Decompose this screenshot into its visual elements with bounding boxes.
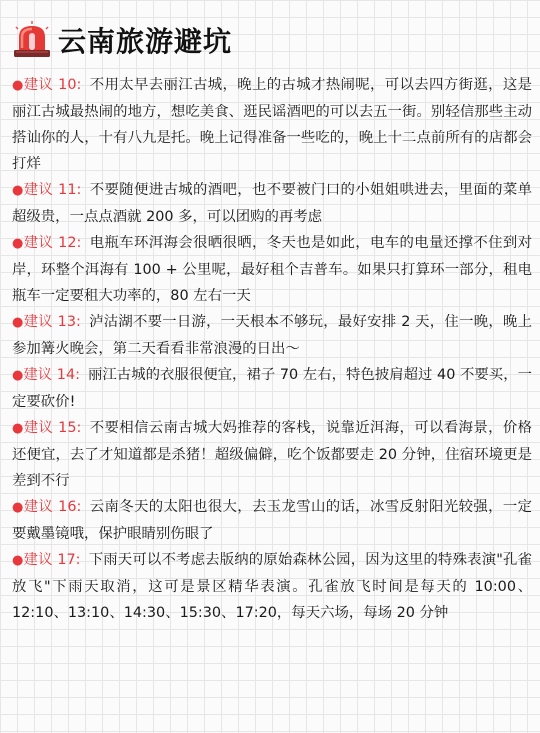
page-header bbox=[10, 20, 232, 60]
tips-list bbox=[12, 72, 532, 626]
tip-text: 不要随便进古城的酒吧，也不要被门口的小姐姐哄进去，里面的菜单超级贵，一点点酒就 200 多，可以团购的再考虑 bbox=[12, 182, 532, 225]
tip-text: 下雨天可以不考虑去版纳的原始森林公园，因为这里的特殊表演"孔雀放飞"下雨天取消，这可是景区精华表演。孔雀放飞时间是每天的 10:00、12:10、13:10、14:30、15:30、17:20，每天六场，每场 20 分钟 bbox=[12, 552, 532, 621]
tip-item bbox=[12, 230, 532, 309]
tip-label: 建议 17: bbox=[23, 552, 81, 568]
tip-bullet bbox=[12, 367, 80, 383]
tip-label: 建议 14: bbox=[23, 367, 80, 383]
tip-label: 建议 12: bbox=[23, 235, 82, 251]
tip-label: 建议 10: bbox=[23, 77, 82, 93]
tip-bullet bbox=[12, 420, 81, 436]
tip-text: 不用太早去丽江古城，晚上的古城才热闹呢，可以去四方街逛，这是丽江古城最热闹的地方，想吃美食、逛民谣酒吧的可以去五一街。别轻信那些主动搭讪你的人，十有八九是托。晚上记得准备一些吃的，晚上十二点前所有的店都会打烊 bbox=[12, 77, 532, 172]
red-dot-icon: ● bbox=[12, 236, 24, 251]
tip-bullet bbox=[12, 499, 81, 515]
siren-icon bbox=[10, 21, 54, 59]
tip-bullet bbox=[12, 314, 81, 330]
red-dot-icon: ● bbox=[12, 78, 24, 93]
red-dot-icon: ● bbox=[12, 500, 24, 515]
page-title: 云南旅游避坑 bbox=[58, 25, 233, 58]
tip-label: 建议 15: bbox=[23, 420, 82, 436]
red-dot-icon: ● bbox=[12, 315, 24, 330]
tip-item bbox=[12, 494, 532, 547]
tip-item bbox=[12, 72, 532, 177]
tip-bullet bbox=[12, 77, 81, 93]
red-dot-icon: ● bbox=[12, 183, 24, 198]
tip-text: 泸沽湖不要一日游，一天根本不够玩，最好安排 2 天，住一晚，晚上参加篝火晚会，第二天看看非常浪漫的日出～ bbox=[12, 314, 532, 357]
red-dot-icon: ● bbox=[12, 368, 24, 383]
tip-item bbox=[12, 309, 532, 362]
tip-text: 不要相信云南古城大妈推荐的客栈，说靠近洱海，可以看海景，价格还便宜，去了才知道都是杀猪！超级偏僻，吃个饭都要走 20 分钟，住宿环境更是差到不行 bbox=[12, 420, 532, 489]
tip-text: 电瓶车环洱海会很晒很晒，冬天也是如此，电车的电量还撑不住到对岸，环整个洱海有 100 + 公里呢，最好租个吉普车。如果只打算环一部分，租电瓶车一定要租大功率的，80 左右一天 bbox=[12, 235, 532, 304]
tip-bullet bbox=[12, 235, 81, 251]
tip-text: 丽江古城的衣服很便宜，裙子 70 左右，特色披肩超过 40 不要买，一定要砍价! bbox=[12, 367, 532, 410]
tip-label: 建议 13: bbox=[23, 314, 81, 330]
tip-item bbox=[12, 415, 532, 494]
red-dot-icon: ● bbox=[12, 421, 24, 436]
tip-item bbox=[12, 362, 532, 415]
tip-text: 云南冬天的太阳也很大，去玉龙雪山的话，冰雪反射阳光较强，一定要戴墨镜哦，保护眼睛别伤眼了 bbox=[12, 499, 532, 542]
tip-bullet bbox=[12, 182, 81, 198]
red-dot-icon: ● bbox=[12, 553, 24, 568]
tip-bullet bbox=[12, 552, 81, 568]
tip-item bbox=[12, 177, 532, 230]
tip-label: 建议 11: bbox=[23, 182, 82, 198]
tip-item bbox=[12, 547, 532, 626]
tip-label: 建议 16: bbox=[23, 499, 82, 515]
